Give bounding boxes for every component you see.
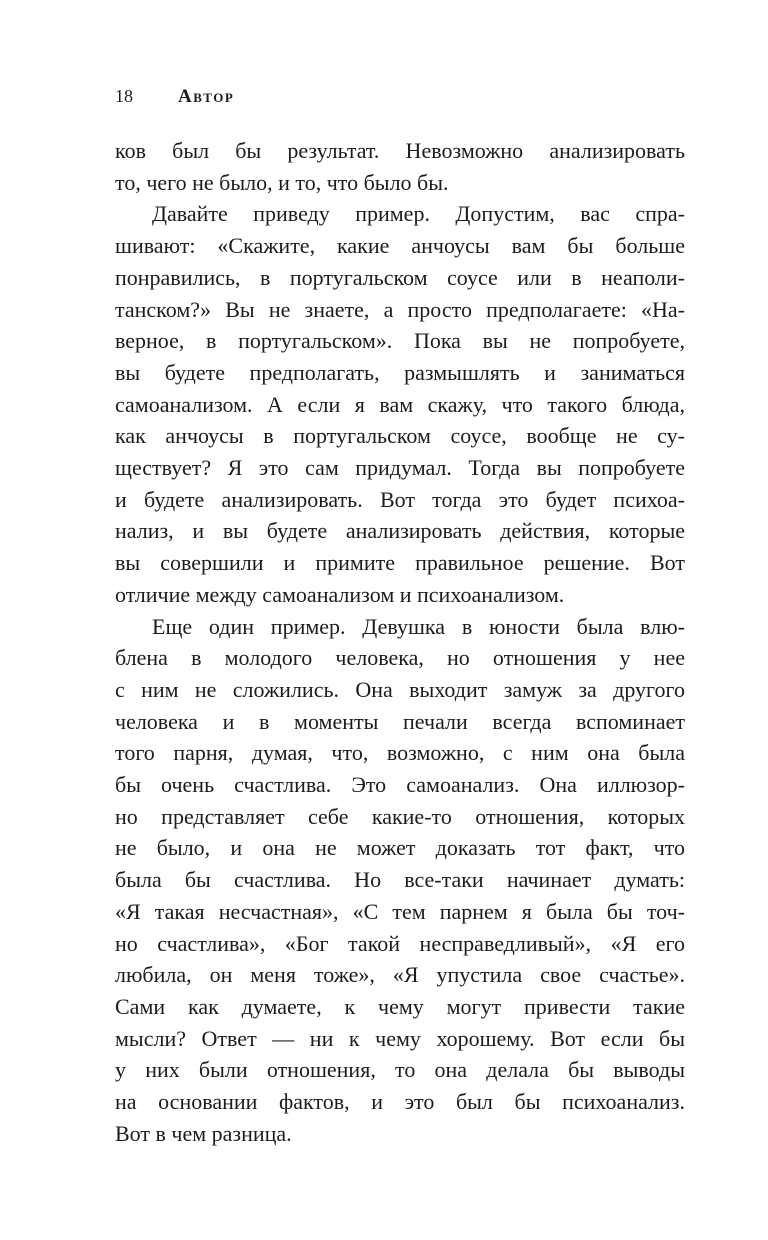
text-line: не было, и она не может доказать тот факт, что bbox=[115, 835, 685, 861]
text-line: отличие между самоанализом и психоанализом. bbox=[115, 581, 565, 607]
text-line: Еще один пример. Девушка в юности была влю- bbox=[152, 613, 685, 639]
text-line: мысли? Ответ — ни к чему хорошему. Вот если бы bbox=[115, 1025, 685, 1051]
body-text bbox=[115, 135, 685, 1150]
text-line: Давайте приведу пример. Допустим, вас спра- bbox=[152, 201, 685, 227]
text-line: как анчоусы в португальском соусе, вообще не су- bbox=[115, 423, 685, 449]
page-header bbox=[115, 86, 685, 107]
text-line: но представляет себе какие-то отношения, которых bbox=[115, 803, 685, 829]
text-line: понравились, в португальском соусе или в неаполи- bbox=[115, 264, 685, 290]
text-line: ществует? Я это сам придумал. Тогда вы попробуете bbox=[115, 455, 685, 481]
page-number: 18 bbox=[115, 86, 133, 106]
text-line: Вот в чем разница. bbox=[115, 1120, 292, 1146]
text-line: нализ, и вы будете анализировать действия, которые bbox=[115, 518, 685, 544]
text-line: но счастлива», «Бог такой несправедливый», «Я его bbox=[115, 930, 685, 956]
text-line: Сами как думаете, к чему могут привести такие bbox=[115, 993, 685, 1019]
text-line: вы будете предполагать, размышлять и заниматься bbox=[115, 359, 685, 385]
text-line: на основании фактов, и это был бы психоанализ. bbox=[115, 1089, 685, 1115]
text-line: верное, в португальском». Пока вы не попробуете, bbox=[115, 328, 685, 354]
text-line: человека и в моменты печали всегда вспоминает bbox=[115, 708, 685, 734]
text-line: была бы счастлива. Но все-таки начинает думать: bbox=[115, 867, 685, 893]
text-line: того парня, думая, что, возможно, с ним она была bbox=[115, 740, 685, 766]
text-line: у них были отношения, то она делала бы выводы bbox=[115, 1057, 685, 1083]
text-line: танском?» Вы не знаете, а просто предполагаете: «На- bbox=[115, 296, 685, 322]
text-line: вы совершили и примите правильное решение. Вот bbox=[115, 550, 685, 576]
text-line: бы очень счастлива. Это самоанализ. Она иллюзор- bbox=[115, 772, 685, 798]
text-line: с ним не сложились. Она выходит замуж за другого bbox=[115, 676, 685, 702]
paragraph bbox=[115, 198, 685, 610]
text-line: и будете анализировать. Вот тогда это будет психоа- bbox=[115, 486, 685, 512]
paragraph bbox=[115, 611, 685, 1150]
text-line: «Я такая несчастная», «С тем парнем я была бы точ- bbox=[115, 898, 685, 924]
text-line: самоанализом. А если я вам скажу, что такого блюда, bbox=[115, 391, 685, 417]
text-line: ков был бы результат. Невозможно анализировать bbox=[115, 138, 685, 163]
text-line: то, чего не было, и то, что было бы. bbox=[115, 169, 449, 195]
text-line: шивают: «Скажите, какие анчоусы вам бы больше bbox=[115, 233, 685, 259]
paragraph bbox=[115, 135, 685, 198]
running-title: Автор bbox=[178, 86, 235, 107]
text-line: любила, он меня тоже», «Я упустила свое счастье». bbox=[115, 962, 685, 988]
text-line: блена в молодого человека, но отношения у нее bbox=[115, 645, 685, 671]
